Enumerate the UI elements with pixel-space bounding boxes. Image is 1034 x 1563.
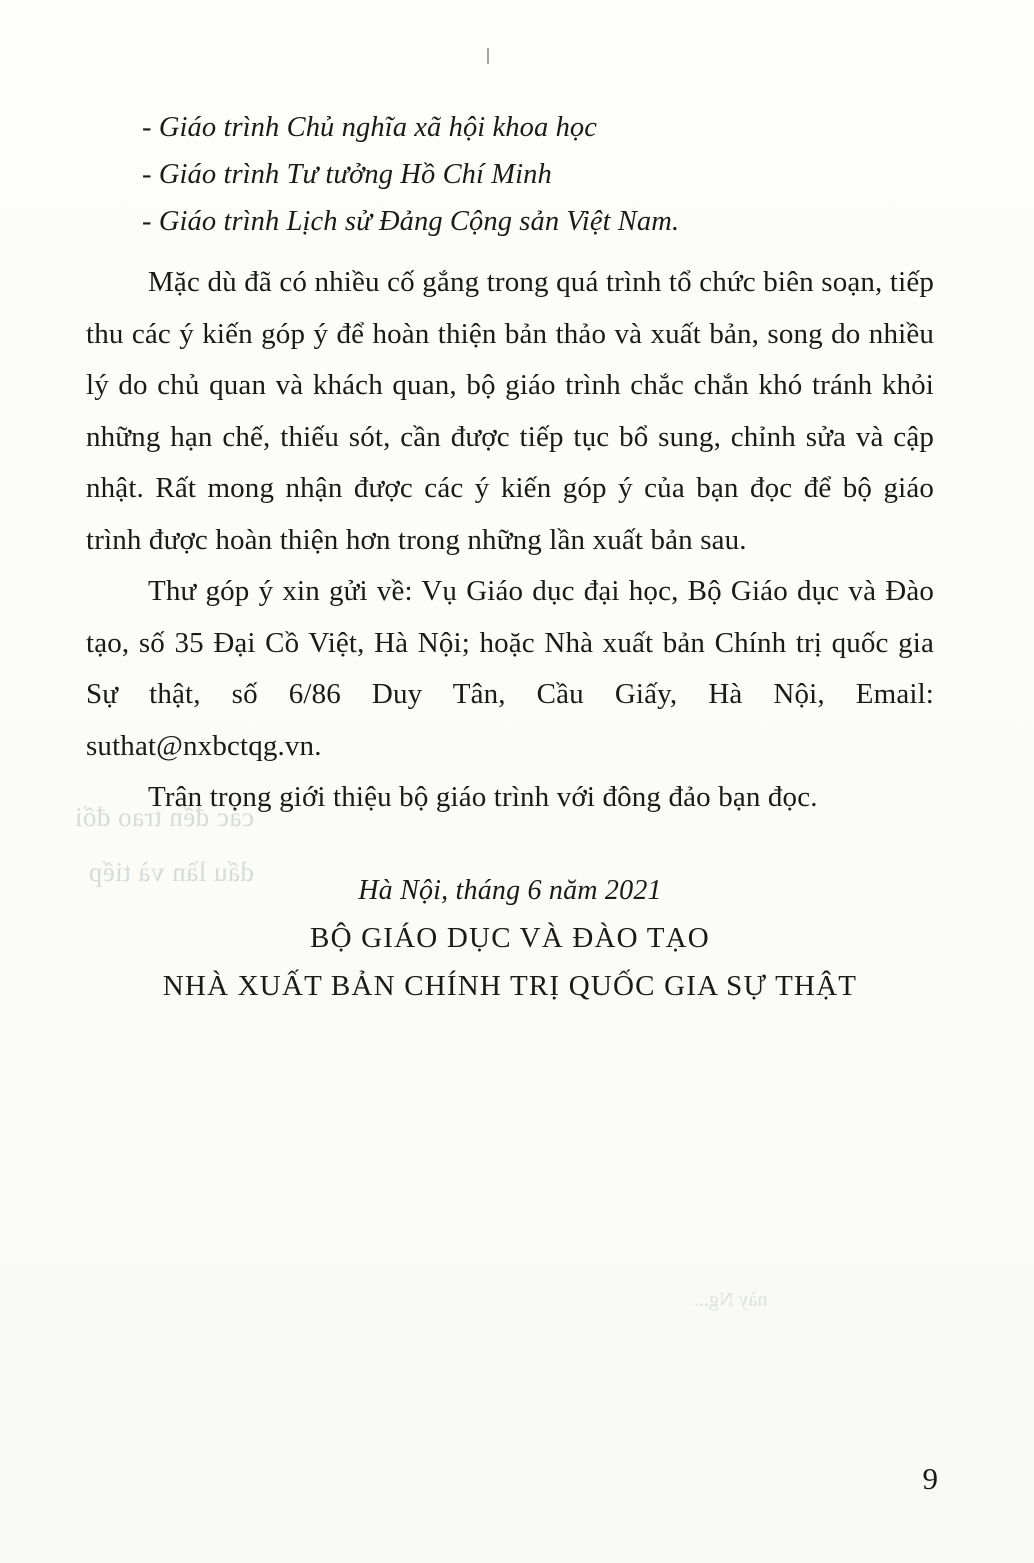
list-item: - Giáo trình Tư tưởng Hồ Chí Minh [142, 159, 552, 190]
verso-bleed-through-right: này Ng... [694, 1289, 768, 1311]
body-paragraph: Trân trọng giới thiệu bộ giáo trình với đông đảo bạn đọc. [148, 781, 818, 813]
list-item: - Giáo trình Chủ nghĩa xã hội khoa học [142, 112, 598, 143]
registration-tick-mark [487, 48, 489, 64]
textbook-list [86, 104, 934, 245]
place-and-date: Hà Nội, tháng 6 năm 2021 [358, 874, 662, 906]
verso-bleed-through-left: các đến trao đổi dấu lần và tiếp [74, 802, 254, 887]
page-content [86, 104, 934, 1010]
organization-publisher: NHÀ XUẤT BẢN CHÍNH TRỊ QUỐC GIA SỰ THẬT [162, 969, 858, 1002]
organization-ministry: BỘ GIÁO DỤC VÀ ĐÀO TẠO [310, 921, 710, 954]
closing-block [86, 868, 934, 1010]
body-paragraph: Mặc dù đã có nhiều cố gắng trong quá trình tổ chức biên soạn, tiếp thu các ý kiến góp ý để hoàn thiện bản thảo và xuất bản, song do nhiều lý do chủ quan và khách quan, bộ giáo trình chắc chắn khó tránh khỏi những hạn chế, thiếu sót, cần được tiếp tục bổ sung, chỉnh sửa và cập nhật. Rất mong nhận được các ý kiến góp ý của bạn đọc để bộ giáo trình được hoàn thiện hơn trong những lần xuất bản sau. [86, 266, 934, 556]
page-number: 9 [922, 1461, 938, 1496]
list-item: - Giáo trình Lịch sử Đảng Cộng sản Việt Nam. [142, 206, 680, 237]
body-paragraph: Thư góp ý xin gửi về: Vụ Giáo dục đại học, Bộ Giáo dục và Đào tạo, số 35 Đại Cồ Việt, Hà Nội; hoặc Nhà xuất bản Chính trị quốc gia Sự thật, số 6/86 Duy Tân, Cầu Giấy, Hà Nội, Email: suthat@nxbctqg.vn. [86, 575, 934, 762]
